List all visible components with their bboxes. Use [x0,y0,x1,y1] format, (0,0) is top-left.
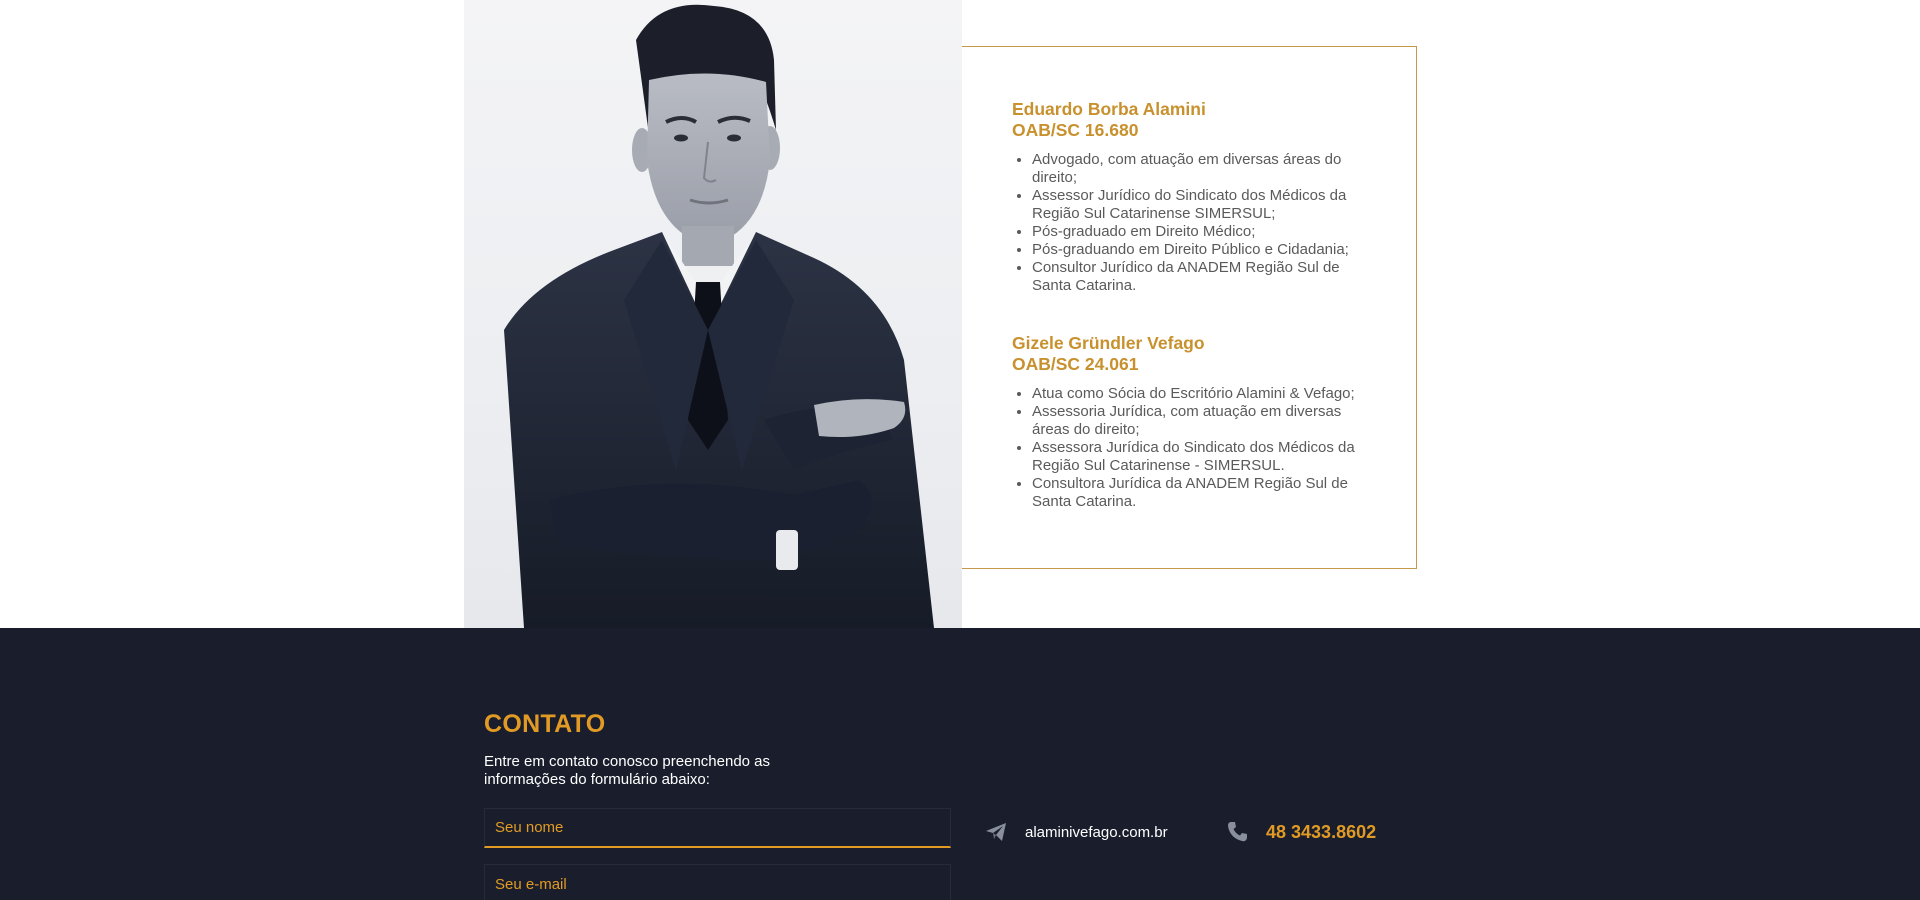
list-item: • Pós-graduando em Direito Público e Cidadania; [1032,241,1376,259]
person-oab: OAB/SC 16.680 [1012,120,1139,140]
list-item: • Assessor Jurídico do Sindicato dos Médicos da Região Sul Catarinense SIMERSUL; [1032,187,1376,223]
contact-phone[interactable] [1225,820,1376,844]
contact-title: CONTATO [484,710,606,738]
person-credentials-list [1032,151,1376,295]
list-item: • Assessoria Jurídica, com atuação em diversas áreas do direito; [1032,403,1376,439]
contact-email[interactable] [984,820,1168,844]
list-item: • Consultora Jurídica da ANADEM Região Sul de Santa Catarina. [1032,475,1376,511]
partial-icon [1228,893,1248,900]
list-item: • Consultor Jurídico da ANADEM Região Sul de Santa Catarina. [1032,259,1376,295]
email-input[interactable] [484,864,951,900]
person-credentials-list [1032,385,1376,511]
list-item: • Advogado, com atuação em diversas áreas do direito; [1032,151,1376,187]
partial-icon [986,893,1006,900]
team-bio-box [962,46,1417,569]
lawyer-photo [464,0,962,628]
person-card [1012,99,1376,295]
contact-section [0,628,1920,900]
list-item: • Atua como Sócia do Escritório Alamini & Vefago; [1032,385,1376,403]
name-input[interactable] [484,808,951,848]
person-name: Gizele Gründler Vefago [1012,333,1205,353]
phone-icon [1225,820,1249,844]
phone-number[interactable]: 48 3433.8602 [1266,821,1377,842]
person-oab: OAB/SC 24.061 [1012,354,1139,374]
person-name: Eduardo Borba Alamini [1012,99,1206,119]
contact-description: Entre em contato conosco preenchendo as informações do formulário abaixo: [484,753,771,788]
paper-plane-icon [984,820,1008,844]
list-item: • Assessora Jurídica do Sindicato dos Médicos da Região Sul Catarinense - SIMERSUL. [1032,439,1376,475]
person-card [1012,333,1376,511]
email-address[interactable]: alaminivefago.com.br [1025,823,1168,841]
list-item: • Pós-graduado em Direito Médico; [1032,223,1376,241]
